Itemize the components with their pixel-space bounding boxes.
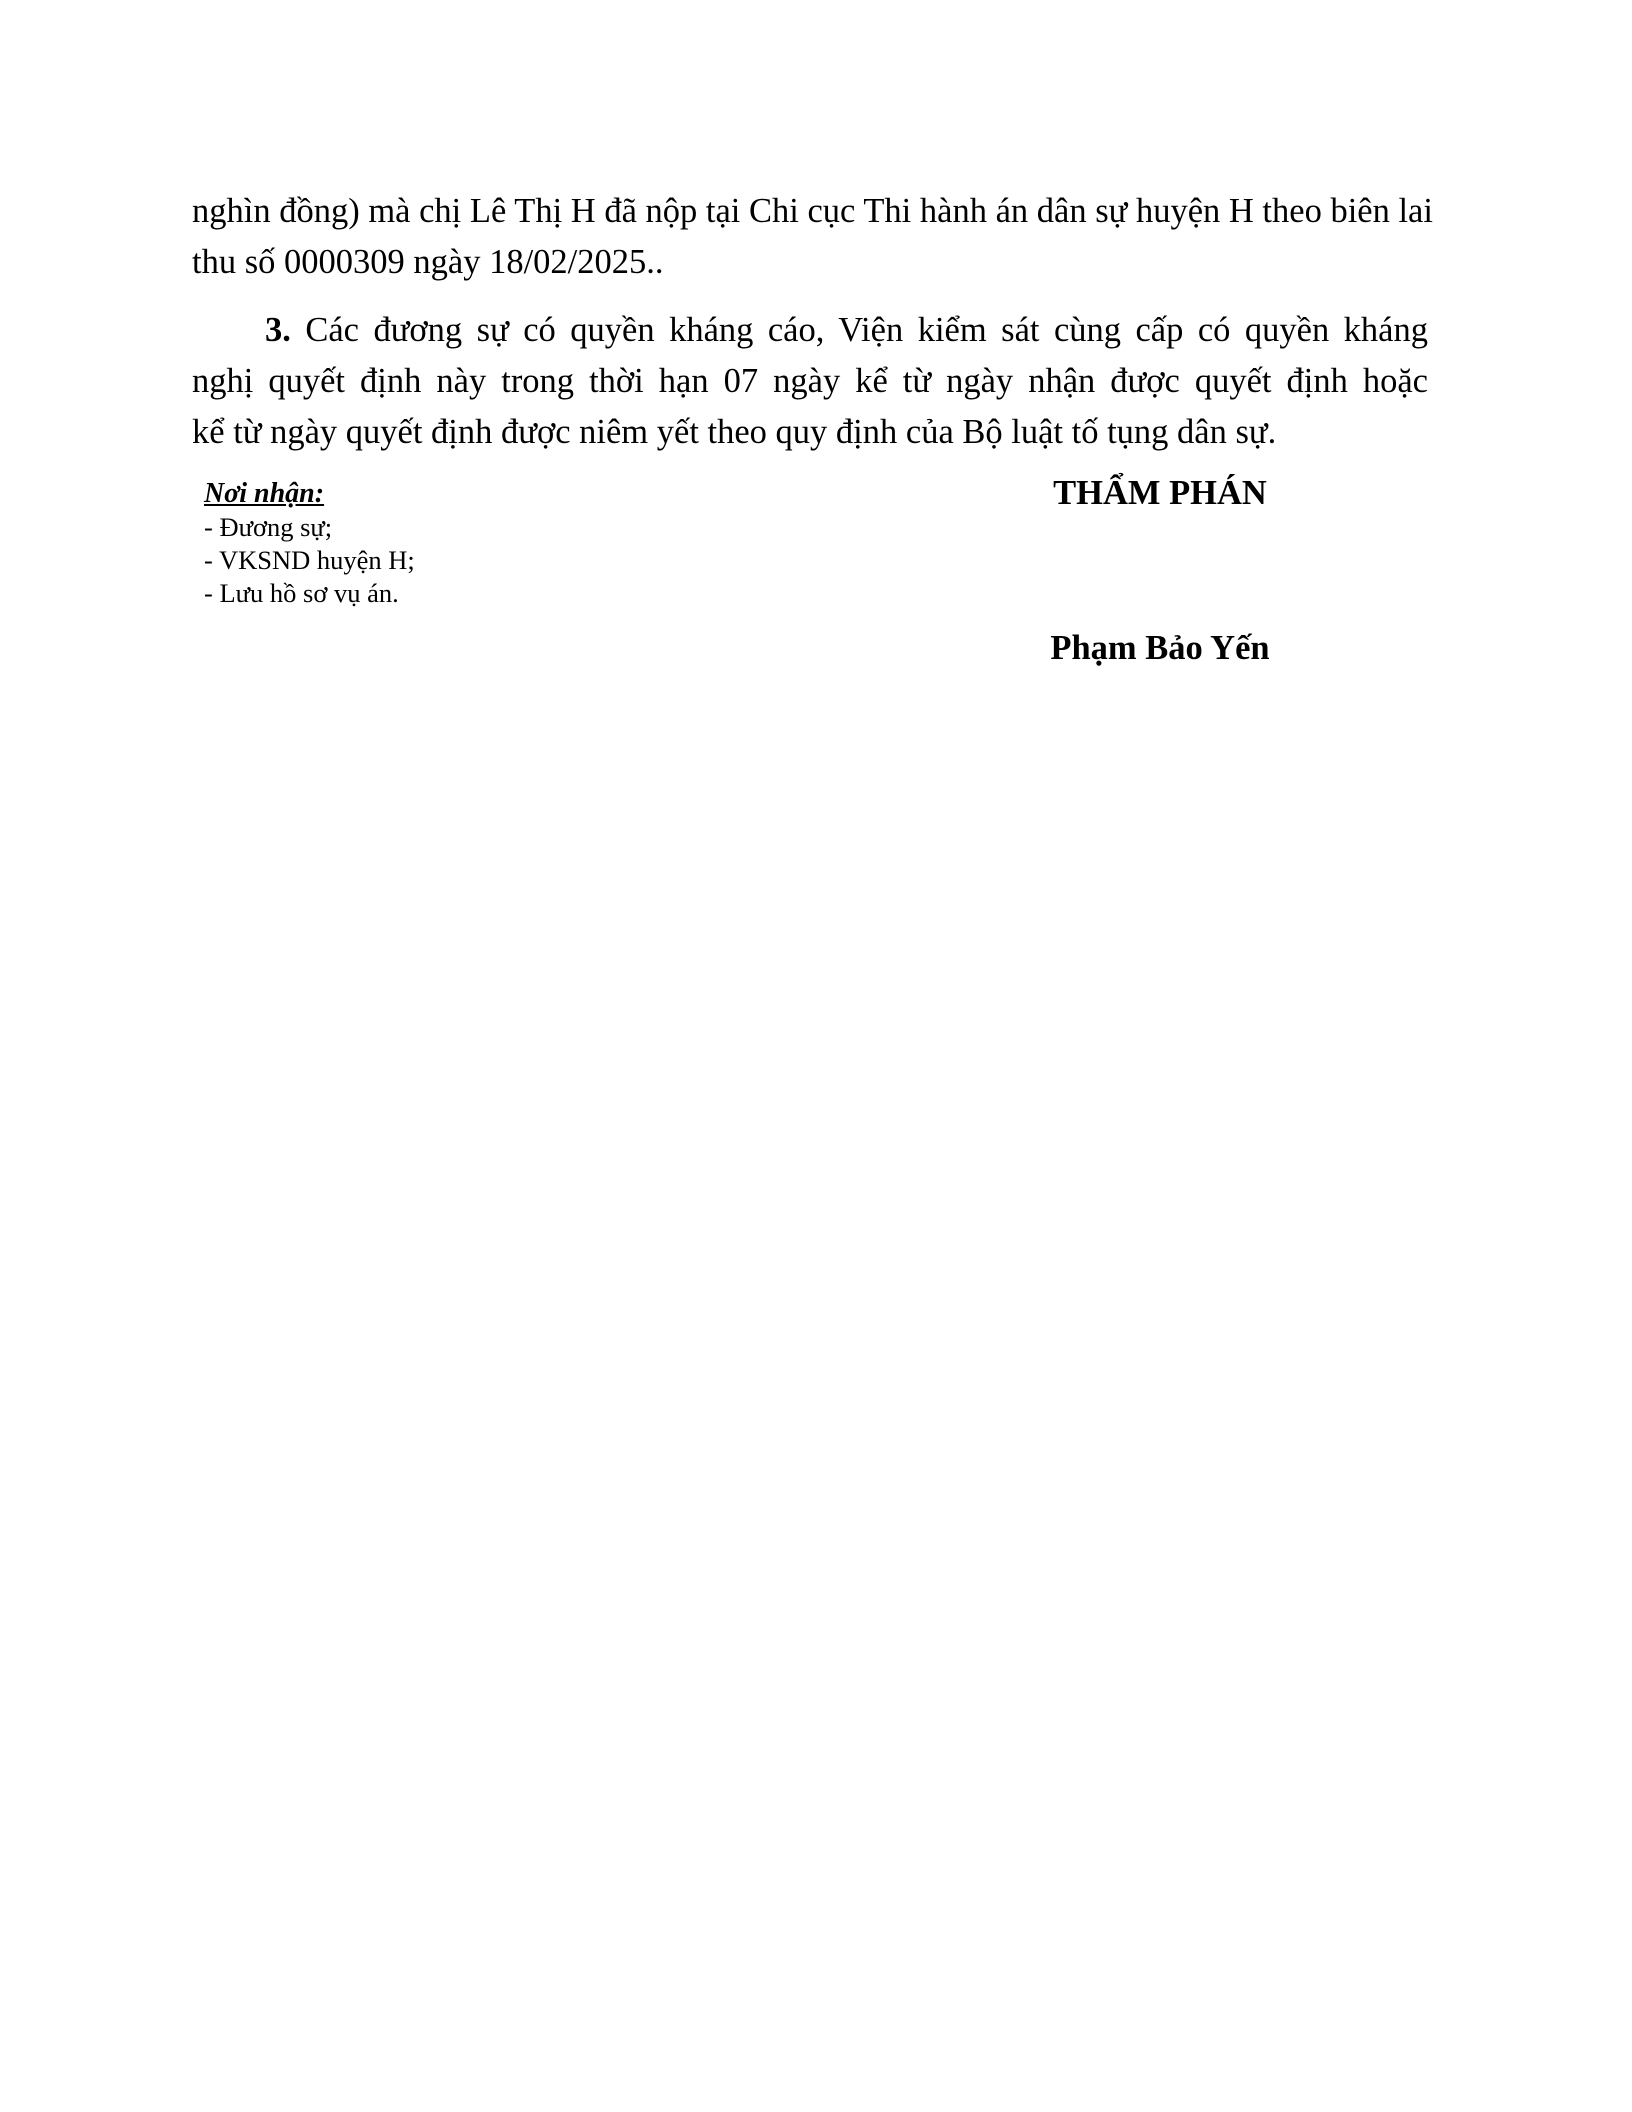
- recipient-item: - VKSND huyện H;: [204, 545, 415, 575]
- paragraph-first-line: [192, 305, 1428, 356]
- signature-block: [980, 470, 1340, 671]
- signer-title: THẨM PHÁN: [1053, 474, 1267, 512]
- paragraph-line: nghìn đồng) mà chị Lê Thị H đã nộp tại Chi cục Thi hành án dân sự huyện H theo biên lai: [192, 192, 1433, 230]
- signer-name: Phạm Bảo Yến: [1050, 629, 1270, 667]
- recipients-block: [204, 477, 724, 610]
- paragraph-appeal-rights: [192, 305, 1428, 458]
- recipients-title: Nơi nhận:: [204, 478, 325, 509]
- paragraph-line: nghị quyết định này trong thời hạn 07 ngày kể từ ngày nhận được quyết định hoặc: [192, 362, 1428, 400]
- paragraph-fee-receipt: [192, 186, 1433, 288]
- recipient-item: - Lưu hồ sơ vụ án.: [204, 578, 399, 608]
- recipient-item: - Đương sự;: [204, 512, 333, 542]
- paragraph-line: thu số 0000309 ngày 18/02/2025..: [192, 243, 664, 281]
- paragraph-line-text: Các đương sự có quyền kháng cáo, Viện kiểm sát cùng cấp có quyền kháng: [290, 311, 1428, 349]
- paragraph-line: kể từ ngày quyết định được niêm yết theo quy định của Bộ luật tố tụng dân sự.: [192, 413, 1277, 451]
- clause-number: 3.: [265, 311, 291, 349]
